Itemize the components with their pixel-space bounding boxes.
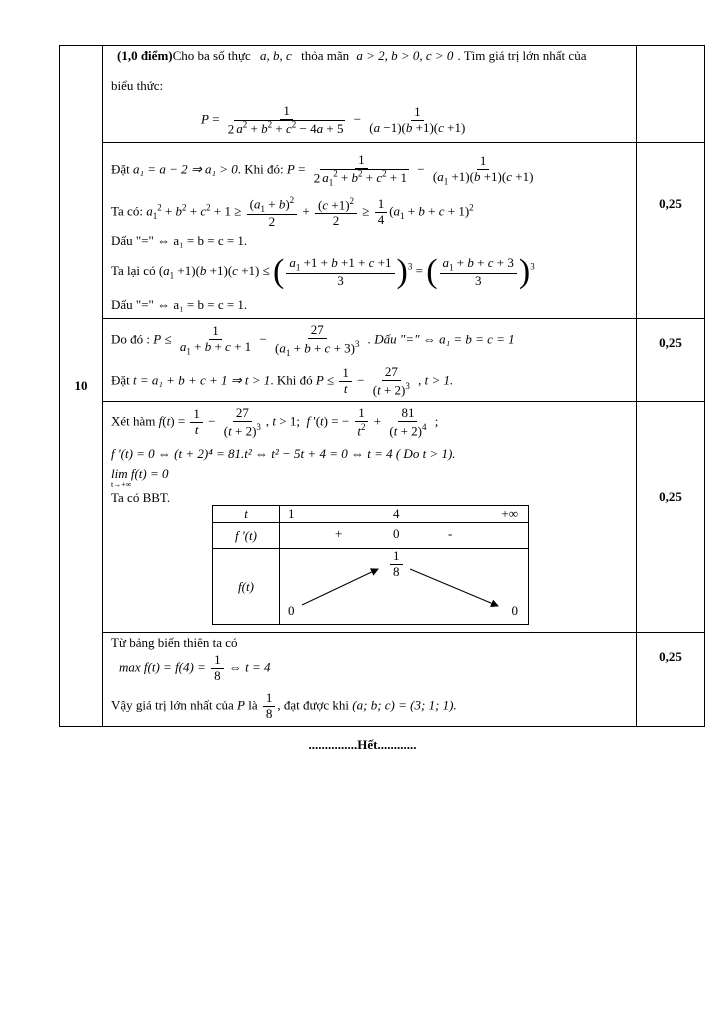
conclusion-text-1: Vậy giá trị lớn nhất của: [111, 697, 234, 713]
score-1: 0,25: [659, 196, 682, 211]
step1-line-4: Ta lại có $(a_1 +1)(b +1)(c +1)$ ≤ ( $\frac{a_1 +1 + b +1 + c +1}{3}$ )$^3$ = ( $\frac{a_1 + b + c + 3}{3}$ )$^3$: [111, 253, 535, 290]
problem-vars: a, b, c: [260, 48, 292, 63]
max-expr: max f(t) = f(4) =: [119, 659, 206, 675]
bbt-t-1: 1: [288, 506, 295, 521]
max-tail: ⇔ t = 4: [228, 659, 271, 675]
ta-lai-co-label: Ta lại có: [111, 262, 156, 278]
bbt-fprime-label: f '(t): [213, 523, 280, 549]
ta-co-label: Ta có:: [111, 203, 143, 219]
variation-table: [212, 505, 529, 625]
score-cell-4: [637, 633, 705, 727]
dau-bang-1: Dấu "=" ⇔ a₁ = b = c = 1.: [111, 233, 248, 248]
bbt-t-row: [280, 506, 529, 523]
problem-line-1: [117, 48, 586, 64]
conclusion-text-2: là: [248, 697, 258, 713]
question-number: 10: [74, 378, 88, 393]
increasing-arrow: [302, 569, 378, 605]
conclusion: Vậy giá trị lớn nhất của P là $\frac{1}{8}$ , đạt được khi (a; b; c) = (3; 1; 1).: [111, 690, 457, 721]
score-3: 0,25: [659, 489, 682, 504]
score-cell-2: [637, 319, 705, 402]
conclusion-text-3: , đạt được khi: [277, 697, 350, 713]
limit-sub: t→+∞: [111, 480, 132, 489]
dau-bang-2: Dấu "=" ⇔ a₁ = b = c = 1.: [111, 297, 248, 312]
problem-text-3: . Tìm giá trị lớn nhất của: [457, 48, 587, 63]
bbt-t-label: t: [213, 506, 280, 523]
xet-ham-label: Xét hàm: [111, 413, 156, 429]
bbt-f-start: 0: [288, 603, 295, 618]
bbt-f-max-num: 1: [390, 549, 403, 565]
set-expr: a₁ = a − 2 ⇒ a₁ > 0: [133, 161, 238, 177]
bbt-arrows: [280, 549, 530, 625]
step1-line-1: Đặt a₁ = a − 2 ⇒ a₁ > 0. Khi đó: P = $\frac{1}{2 a_1^2 + b^2 + c^2 + 1}$ − $\frac{1}{(a_1 +1)(b +1)(c +1)}$: [111, 152, 534, 188]
problem-text-4: biểu thức:: [111, 78, 164, 93]
problem-cell: [103, 46, 637, 143]
bbt-sign-minus: -: [448, 526, 453, 541]
score-2: 0,25: [659, 335, 682, 350]
solution-step-4: [103, 633, 637, 727]
score-cell-1: [637, 143, 705, 319]
t-condition: , t > 1.: [418, 372, 454, 388]
set-label: Đặt: [111, 161, 130, 177]
solution-step-2: [103, 319, 637, 402]
score-cell-3: [637, 402, 705, 633]
do-do-label: Do đó :: [111, 331, 150, 347]
khi-do-label: . Khi đó:: [237, 161, 284, 177]
bbt-sign-plus: +: [335, 526, 343, 541]
conclusion-P: P: [237, 697, 245, 713]
step4-line-2: max f(t) = f(4) = $\frac{1}{8}$ ⇔ t = 4: [119, 652, 271, 683]
bbt-f-label: f(t): [213, 549, 280, 625]
problem-text-1: Cho ba số thực: [172, 48, 251, 63]
bbt-f-row: [280, 549, 529, 625]
step2-line-2: Đặt t = a₁ + b + c + 1 ⇒ t > 1. Khi đó P ≤ $\frac{1}{t}$ − $\frac{27}{(t + 2)^3}$ , t > 1.: [111, 364, 454, 398]
solution-step-1: [103, 143, 637, 319]
bbt-f-end: 0: [511, 603, 518, 618]
question-number-cell: [60, 46, 103, 727]
problem-formula: P = $\frac{1}{2 a^2 + b^2 + c^2 - 4a + 5}$ − $\frac{1}{(a -1)(b +1)(c +1)}$: [201, 103, 466, 137]
dau-bang-3: . Dấu "=" ⇔ a₁ = b = c = 1: [367, 331, 515, 347]
ta-co-bbt-label: Ta có BBT.: [111, 490, 171, 505]
conclusion-values: (a; b; c) = (3; 1; 1).: [352, 697, 457, 713]
dat-expr: t = a₁ + b + c + 1 ⇒ t > 1: [133, 372, 271, 388]
step3-line-2: f '(t) = 0 ⇔ (t + 2)⁴ = 81.t² ⇔ t² − 5t + 4 = 0 ⇔ t = 4 ( Do t > 1).: [111, 446, 456, 461]
bbt-t-4: 4: [393, 506, 400, 521]
decreasing-arrow: [410, 569, 498, 606]
bbt-sign-zero: 0: [393, 526, 400, 541]
khi-do-label-2: . Khi đó: [270, 372, 313, 388]
limit-text: lim f(t) = 0: [111, 466, 169, 481]
score-cell-empty: [637, 46, 705, 143]
footer-end-marker: ...............Hết............: [308, 737, 417, 752]
score-4: 0,25: [659, 649, 682, 664]
problem-points: (1,0 điểm): [117, 48, 173, 63]
step3-line-1: Xét hàm f(t) = $\frac{1}{t}$ − $\frac{27}{(t + 2)^3}$ , t > 1; f '(t) = − $\frac{1}{t^2}$ + $\frac{81}{(t + 2)^4}$ ;: [111, 405, 439, 439]
step2-line-1: Do đó : P ≤ $\frac{1}{a_1 + b + c + 1}$ − $\frac{27}{(a_1 + b + c + 3)^3}$ . Dấu "=" ⇔ a₁ = b = c = 1: [111, 322, 515, 358]
step1-line-2: Ta có: $a_1^2 + b^2 + c^2 + 1$ ≥ $\frac{(a_1 + b)^2}{2}$ + $\frac{(c +1)^2}{2}$ ≥ $\frac{1}{4}$ $(a_1 + b + c + 1)^2$: [111, 195, 474, 230]
dat-label: Đặt: [111, 372, 130, 388]
problem-condition: a > 2, b > 0, c > 0: [356, 48, 454, 63]
problem-text-2: thỏa mãn: [301, 48, 350, 63]
bbt-fprime-row: [280, 523, 529, 549]
bbt-f-max-den: 8: [393, 563, 400, 579]
step4-line-1: Từ bảng biến thiên ta có: [111, 635, 238, 650]
bbt-f-max: [390, 549, 403, 580]
bbt-t-inf: +∞: [501, 506, 518, 521]
